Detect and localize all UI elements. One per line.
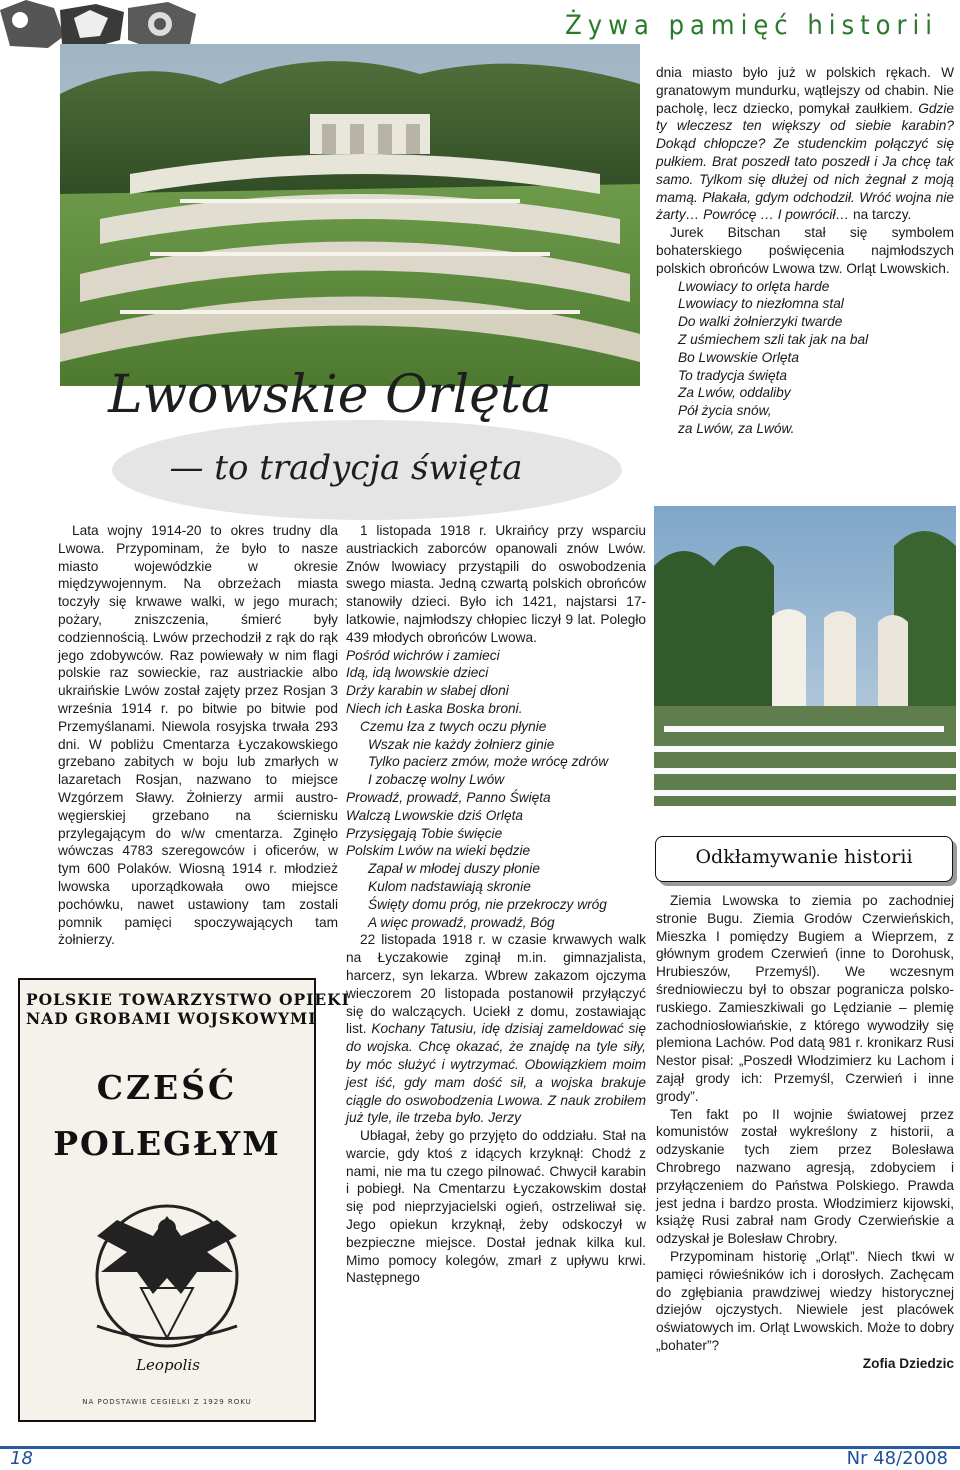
- poster-image: [18, 978, 350, 1422]
- text-column-left: [58, 522, 338, 949]
- footer-rule: [0, 1446, 960, 1449]
- paragraph: Ten fakt po II wojnie światowej przez komunistów został wykreślony z historii, a odzyskanie tych ziem przez Bolesława Chrobrego nazwano agresją, zdobyciem i przyłączeniem do Państwa Polskiego. Prawda jest jedna i bardzo prosta. Włodzimierz kijowski, książę Rusi zabrał nam Grody Czerwieńskie a odzyskał je Bolesław Chrobry.: [656, 1106, 954, 1247]
- article-subtitle: — to tradycja święta: [169, 448, 523, 488]
- text-column-middle: [346, 522, 646, 1287]
- header-logo-icons: [0, 0, 200, 48]
- poster-footer: NA PODSTAWIE CEGIELKI Z 1929 ROKU: [82, 1398, 252, 1406]
- poster-heading: POLSKIE TOWARZYSTWO OPIEKI NAD GROBAMI WOJSKOWYMI: [26, 990, 350, 1028]
- text-column-right: [656, 892, 954, 1373]
- poster-line-1: CZEŚĆ: [96, 1068, 238, 1107]
- paragraph: Przypominam historię „Orląt”. Niech tkwi w pamięci rówieśników ich i dorosłych. Zachęcam do zgłębiania prawdziwej wiedzy historycznej dziejów ojczystych. Niewiele jest placówek oświatowych im. Orląt Lwowskich. Może to dobry „bohater”?: [656, 1248, 954, 1353]
- paragraph: Ubłagał, żeby go przyjęto do oddziału. Stał na warcie, gdy ktoś z idących krzyknął: Chodź z nami, nie ma tu czego pilnować. Chwycił karabin i pobiegł. Na Cmentarzu Łyczakowskim dostał się pod nieprzyjacielski ogień, ostrzeliwał się. Jego opiekun krzyknął, żeby odskoczył w bezpieczne miejsce. Dostał jednak kilka kul. Mimo pomocy kolegów, zmarł z upływu krwi. Następnego: [346, 1128, 646, 1286]
- section-title: Odkłamywanie historii: [695, 846, 913, 868]
- poster-leopolis: Leopolis: [136, 1356, 200, 1374]
- paragraph: Ziemia Lwowska to ziemia po zachodniej stronie Bugu. Ziemia Grodów Czerwieńskich, Mieszka I pomiędzy Bugiem a Wieprzem, z głównym grodem Czerwień (inne to Dorohusk, Hrubieszów, Przemyśl). We wczesnym średniowieczu był to obszar pogranicza polsko-ruskiego. Zamieszkiwali go Lędzianie – plemię zachodniosłowiańskie, z którego wywodziły się plemiona Lachów. Pod datą 981 r. kronikarz Rusi Nestor pisał: „Poszedł Włodzimierz ku Lachom i zajął grody ich: Przemyśl, Czerwień i inne grody”.: [656, 893, 954, 1104]
- author-name: Zofia Dziedzic: [862, 1355, 954, 1371]
- issue-number: Nr 48/2008: [846, 1448, 948, 1469]
- poem: Lwowiacy to orlęta harde Lwowiacy to niezłomna stal Do walki żołnierzyki twarde Z uśmiechem szli tak jak na bal Bo Lwowskie Orlęta To tradycja święta Za Lwów, oddaliby Pół życia snów, za Lwów, za Lwów.: [678, 278, 869, 436]
- series-title: Żywa pamięć historii: [565, 10, 938, 41]
- article-title: Lwowskie Orlęta: [108, 365, 552, 425]
- paragraph: dnia miasto było już w polskich rękach. W granatowym mundurku, wątlejszy od chabin. Nie pacholę, lecz dziecko, pomykał zaułkiem. Gdzie ty wleczesz ten większy od siebie karabin? Dokąd chłopcze? Ze studenckim połączyć się pułkiem. Brat poszedł tato poszedł i Ja chcę tak samo. Tylkom się dłużej od nich żegnał z moją mamą. Płakała, gdym odchodził. Wróć wojna nie żarty… Powrócę … I powrócił… na tarczy.: [656, 65, 954, 223]
- section-header-box: [655, 836, 953, 882]
- paragraph: Jurek Bitschan stał się symbolem bohaterskiego poświęcenia najmłodszych polskich obrońców Lwowa tzw. Orląt Lwowskich.: [656, 225, 954, 276]
- eagle-emblem-icon: [57, 1176, 277, 1356]
- paragraph: 1 listopada 1918 r. Ukraińcy przy wsparciu austriackich zaborców opanowali znów Lwów. Znów lwowiacy przystąpili do oswobodzenia swego miasta. Jedną czwartą polskich obrońców stanowiły dzieci. Było ich 1421, najstarsi 17-latkowie, najmłodszy chłopiec liczył 9 lat. Poległo 439 młodych obrońców Lwowa.: [346, 523, 646, 645]
- paragraph: Czemu łza z twych oczu płynie: [360, 718, 547, 734]
- paragraph: 22 listopada 1918 r. w czasie krwawych walk na Łyczakowie zginął m.in. gimnazjalista, harcerz, syn lekarza. Wbrew zakazom ojczyma wieczorem 20 listopada postanowił przyłączyć się do walczących. Uciekł z domu, zostawiając list. Kochany Tatusiu, idę dzisiaj zameldować się do wojska. Chcę okazać, że znajdę na tyle siły, by móc służyć i wytrzymać. Obowiązkiem moim jest iść, gdy mam dość sił, a wojska brakuje ciągle do oswobodzenia Lwowa. Z nauk zrobiłem już tyle, ile trzeba było. Jerzy: [346, 932, 646, 1126]
- cemetery-photo: [60, 44, 640, 386]
- poem: Pośród wichrów i zamieci Idą, idą lwowskie dzieci Drży karabin w słabej dłoni Niech ich Łaska Boska broni.: [346, 647, 523, 716]
- paragraph: Lata wojny 1914-20 to okres trudny dla Lwowa. Przypominam, że było to nasze miasto wojewódzkie w okresie międzywojennym. Na obrzeżach miasta toczyły się krwawe walki, w jego murach; pożary, zniszczenia, śmierć były codziennością. Lwów przechodził z rąk do rąk jego zdobywców. Raz powiewały w nim flagi polskie raz sowieckie, raz austriackie albo ukraińskie Lwów został zajęty przez Rosjan 3 września 1914 r. po bitwie po bitwie pod Przemyślanami. Niewola rosyjska trwała 293 dni. W pobliżu Cmentarza Łyczakowskiego grzebano zabitych w boju lub zmarłych w lazaretach Rosjan, nazwano to miejsce Wzgórzem Sławy. Żołnierzy armii austro-węgierskiej grzebano na ściernisku przylegającym do w/w cmentarza. Zginęło wówczas 4783 szeregowców i oficerów, w tym 600 Polaków. Wiosną 1914 r. młodzież lwowska uporządkowała owo miejsce pochówku, nawet ustawiony tam zostali pomnik pamięci spoczywających tam żołnierzy.: [58, 523, 338, 948]
- page-number: 18: [10, 1448, 33, 1469]
- text-column-top-right: [656, 64, 954, 438]
- poster-line-2: POLEGŁYM: [53, 1124, 281, 1163]
- poem: Wszak nie każdy żołnierz ginie Tylko pacierz zmów, może wrócę zdrów I zobaczę wolny Lwów Prowadź, prowadź, Panno Święta Walczą Lwowskie dziś Orlęta Przysięgają Tobie święcie Polskim Lwów na wieki będzie Zapał w młodej duszy płonie Kulom nadstawiają skronie Święty domu próg, nie przekroczy wróg A więc prowadź, prowadź, Bóg: [346, 736, 609, 930]
- monument-photo: [654, 506, 956, 806]
